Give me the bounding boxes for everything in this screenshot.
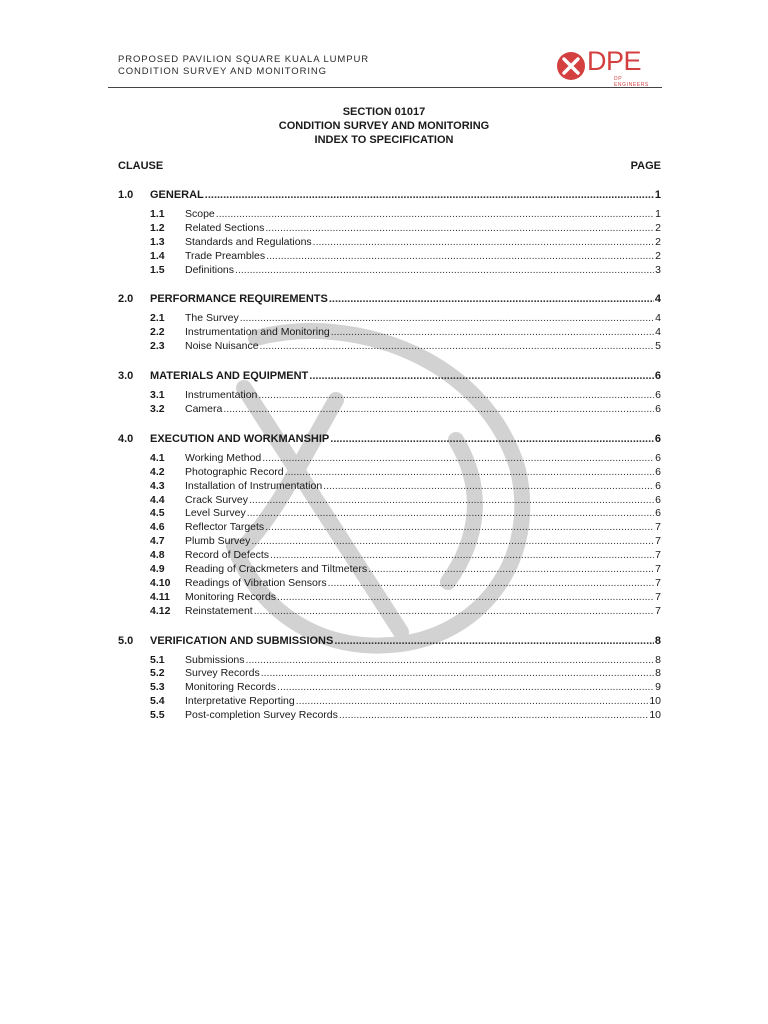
entry-page: 10 (649, 695, 661, 708)
entry-title: Standards and Regulations (185, 235, 312, 248)
entry-title: Monitoring Records (185, 681, 277, 694)
entry-num: 5.2 (150, 667, 165, 680)
leader-dots (235, 264, 654, 278)
entry-page: 5 (655, 340, 661, 353)
entry-title: Crack Survey (185, 493, 249, 506)
entry-title: Trade Preambles (185, 249, 266, 262)
table-of-contents (118, 188, 661, 738)
toc-entry[interactable] (118, 681, 661, 695)
entry-num: 5.5 (150, 709, 165, 722)
section-num: 1.0 (118, 189, 134, 201)
section-title: PERFORMANCE REQUIREMENTS (150, 293, 328, 306)
toc-entry[interactable] (118, 264, 661, 278)
document-header (118, 54, 369, 77)
leader-dots (277, 591, 654, 605)
section-page: 1 (654, 189, 661, 201)
leader-dots (261, 667, 654, 681)
section-num: 3.0 (118, 370, 134, 383)
entry-num: 4.6 (150, 521, 165, 534)
toc-section-heading[interactable] (118, 634, 661, 648)
entry-title: Reinstatement (185, 604, 253, 617)
leader-dots (309, 369, 654, 383)
entry-title: Instrumentation and Monitoring (185, 326, 330, 339)
section-title: GENERAL (150, 189, 204, 201)
toc-entry[interactable] (118, 452, 661, 466)
entry-title: Reflector Targets (185, 521, 265, 534)
entry-page: 7 (655, 521, 661, 534)
leader-dots (246, 654, 655, 668)
leader-dots (368, 563, 654, 577)
entry-page: 7 (655, 576, 661, 589)
entry-title: Instrumentation (185, 389, 258, 402)
entry-page: 7 (655, 563, 661, 576)
toc-entry[interactable] (118, 695, 661, 709)
entry-page: 6 (655, 507, 661, 520)
leader-dots (223, 403, 654, 417)
section-page: 8 (654, 634, 661, 647)
toc-entry[interactable] (118, 591, 661, 605)
entry-title: Camera (185, 403, 223, 416)
section-num: 5.0 (118, 634, 134, 647)
leader-dots (240, 312, 654, 326)
leader-dots (334, 634, 654, 648)
entry-title: Submissions (185, 653, 245, 666)
header-subject-line: CONDITION SURVEY AND MONITORING (118, 65, 327, 77)
toc-section (118, 292, 661, 354)
entry-title: Reading of Crackmeters and Tiltmeters (185, 563, 368, 576)
entry-num: 4.12 (150, 604, 171, 617)
leader-dots (251, 535, 654, 549)
entry-page: 6 (655, 479, 661, 492)
toc-entry[interactable] (118, 577, 661, 591)
entry-page: 7 (655, 604, 661, 617)
entry-page: 8 (655, 653, 661, 666)
leader-dots (265, 222, 654, 236)
entry-title: Record of Defects (185, 549, 270, 562)
section-title: MATERIALS AND EQUIPMENT (150, 370, 309, 383)
entry-num: 5.1 (150, 653, 165, 666)
toc-entry[interactable] (118, 326, 661, 340)
entry-num: 1.4 (150, 249, 165, 262)
leader-dots (285, 466, 655, 480)
leader-dots (330, 432, 654, 446)
entry-num: 4.5 (150, 507, 165, 520)
clause-column-header: CLAUSE (118, 160, 164, 172)
entry-page: 3 (655, 263, 661, 276)
leader-dots (266, 250, 654, 264)
toc-entry[interactable] (118, 389, 661, 403)
entry-page: 1 (655, 208, 661, 220)
entry-page: 4 (655, 312, 661, 325)
toc-section-heading[interactable] (118, 369, 661, 383)
entry-title: Interpretative Reporting (185, 695, 295, 708)
leader-dots (260, 340, 655, 354)
entry-num: 4.8 (150, 549, 165, 562)
logo-subtitle: DP ENGINEERS (614, 76, 649, 88)
entry-num: 4.3 (150, 479, 165, 492)
header-project-line: PROPOSED PAVILION SQUARE KUALA LUMPUR (118, 54, 369, 65)
leader-dots (205, 188, 654, 202)
leader-dots (277, 681, 654, 695)
toc-entry[interactable] (118, 563, 661, 577)
entry-num: 2.1 (150, 312, 165, 325)
entry-num: 1.5 (150, 263, 165, 276)
entry-title: Post-completion Survey Records (185, 709, 338, 722)
leader-dots (265, 521, 654, 535)
dpe-logo-mark-icon (556, 51, 586, 81)
toc-section-heading[interactable] (118, 188, 661, 202)
leader-dots (339, 709, 648, 723)
entry-title: Installation of Instrumentation (185, 479, 323, 492)
toc-entry[interactable] (118, 236, 661, 250)
entry-num: 4.2 (150, 465, 165, 478)
leader-dots (254, 605, 654, 619)
entry-num: 5.3 (150, 681, 165, 694)
leader-dots (313, 236, 654, 250)
leader-dots (249, 494, 654, 508)
entry-title: The Survey (185, 312, 239, 325)
section-title: CONDITION SURVEY AND MONITORING (278, 120, 490, 132)
entry-title: Level Survey (185, 507, 246, 520)
toc-entry[interactable] (118, 494, 661, 508)
entry-title: Scope (185, 208, 215, 220)
entry-num: 2.3 (150, 340, 165, 353)
entry-page: 2 (655, 221, 661, 234)
entry-title: Related Sections (185, 221, 265, 234)
entry-page: 7 (655, 549, 661, 562)
header-divider (108, 87, 662, 88)
toc-entry[interactable] (118, 480, 661, 494)
toc-section (118, 369, 661, 417)
toc-entry[interactable] (118, 340, 661, 354)
index-subtitle: INDEX TO SPECIFICATION (314, 134, 454, 146)
entry-title: Photographic Record (185, 465, 284, 478)
entry-num: 4.9 (150, 563, 165, 576)
leader-dots (270, 549, 654, 563)
toc-entry[interactable] (118, 521, 661, 535)
entry-page: 8 (655, 667, 661, 680)
entry-title: Working Method (185, 451, 262, 464)
entry-title: Readings of Vibration Sensors (185, 576, 327, 589)
entry-num: 5.4 (150, 695, 165, 708)
entry-page: 7 (655, 590, 661, 603)
entry-num: 3.1 (150, 389, 165, 402)
entry-num: 1.2 (150, 221, 165, 234)
toc-entry[interactable] (118, 535, 661, 549)
toc-entry[interactable] (118, 549, 661, 563)
leader-dots (258, 389, 654, 403)
entry-num: 4.11 (150, 590, 170, 603)
toc-entry[interactable] (118, 605, 661, 619)
entry-num: 4.10 (150, 576, 171, 589)
entry-num: 4.4 (150, 493, 165, 506)
toc-section (118, 188, 661, 277)
entry-num: 1.1 (150, 208, 165, 220)
toc-entry[interactable] (118, 250, 661, 264)
dpe-logo (556, 46, 649, 88)
section-page: 4 (654, 293, 661, 306)
leader-dots (328, 577, 655, 591)
entry-page: 9 (655, 681, 661, 694)
entry-page: 7 (655, 535, 661, 548)
toc-section (118, 432, 661, 619)
leader-dots (329, 292, 654, 306)
entry-num: 1.3 (150, 235, 165, 248)
entry-page: 2 (655, 249, 661, 262)
leader-dots (331, 326, 654, 340)
toc-entry[interactable] (118, 466, 661, 480)
entry-page: 6 (655, 403, 661, 416)
section-title: VERIFICATION AND SUBMISSIONS (150, 634, 334, 647)
entry-page: 6 (655, 493, 661, 506)
toc-section (118, 634, 661, 723)
toc-entry[interactable] (118, 208, 661, 222)
entry-num: 2.2 (150, 326, 165, 339)
toc-section-heading[interactable] (118, 292, 661, 306)
entry-title: Plumb Survey (185, 535, 251, 548)
entry-title: Survey Records (185, 667, 260, 680)
leader-dots (296, 695, 649, 709)
section-page: 6 (654, 432, 661, 445)
section-title: EXECUTION AND WORKMANSHIP (150, 432, 330, 445)
toc-entry[interactable] (118, 507, 661, 521)
entry-title: Monitoring Records (185, 590, 277, 603)
toc-entry[interactable] (118, 222, 661, 236)
entry-page: 2 (655, 235, 661, 248)
entry-title: Definitions (185, 263, 235, 276)
section-page: 6 (654, 370, 661, 383)
toc-entry[interactable] (118, 312, 661, 326)
section-num: 2.0 (118, 293, 134, 306)
section-number: SECTION 01017 (342, 106, 426, 118)
leader-dots (247, 507, 654, 521)
toc-entry[interactable] (118, 667, 661, 681)
entry-page: 4 (655, 326, 661, 339)
toc-entry[interactable] (118, 654, 661, 668)
section-num: 4.0 (118, 432, 134, 445)
toc-section-heading[interactable] (118, 432, 661, 446)
leader-dots (323, 480, 654, 494)
leader-dots (216, 208, 654, 222)
logo-wordmark: DPE (587, 46, 642, 76)
entry-num: 4.1 (150, 451, 165, 464)
entry-page: 10 (649, 709, 661, 722)
leader-dots (262, 452, 654, 466)
entry-page: 6 (655, 451, 661, 464)
entry-num: 3.2 (150, 403, 165, 416)
entry-num: 4.7 (150, 535, 165, 548)
entry-page: 6 (655, 389, 661, 402)
toc-entry[interactable] (118, 403, 661, 417)
entry-page: 6 (655, 465, 661, 478)
page-column-header: PAGE (630, 160, 661, 172)
entry-title: Noise Nuisance (185, 340, 259, 353)
toc-entry[interactable] (118, 709, 661, 723)
